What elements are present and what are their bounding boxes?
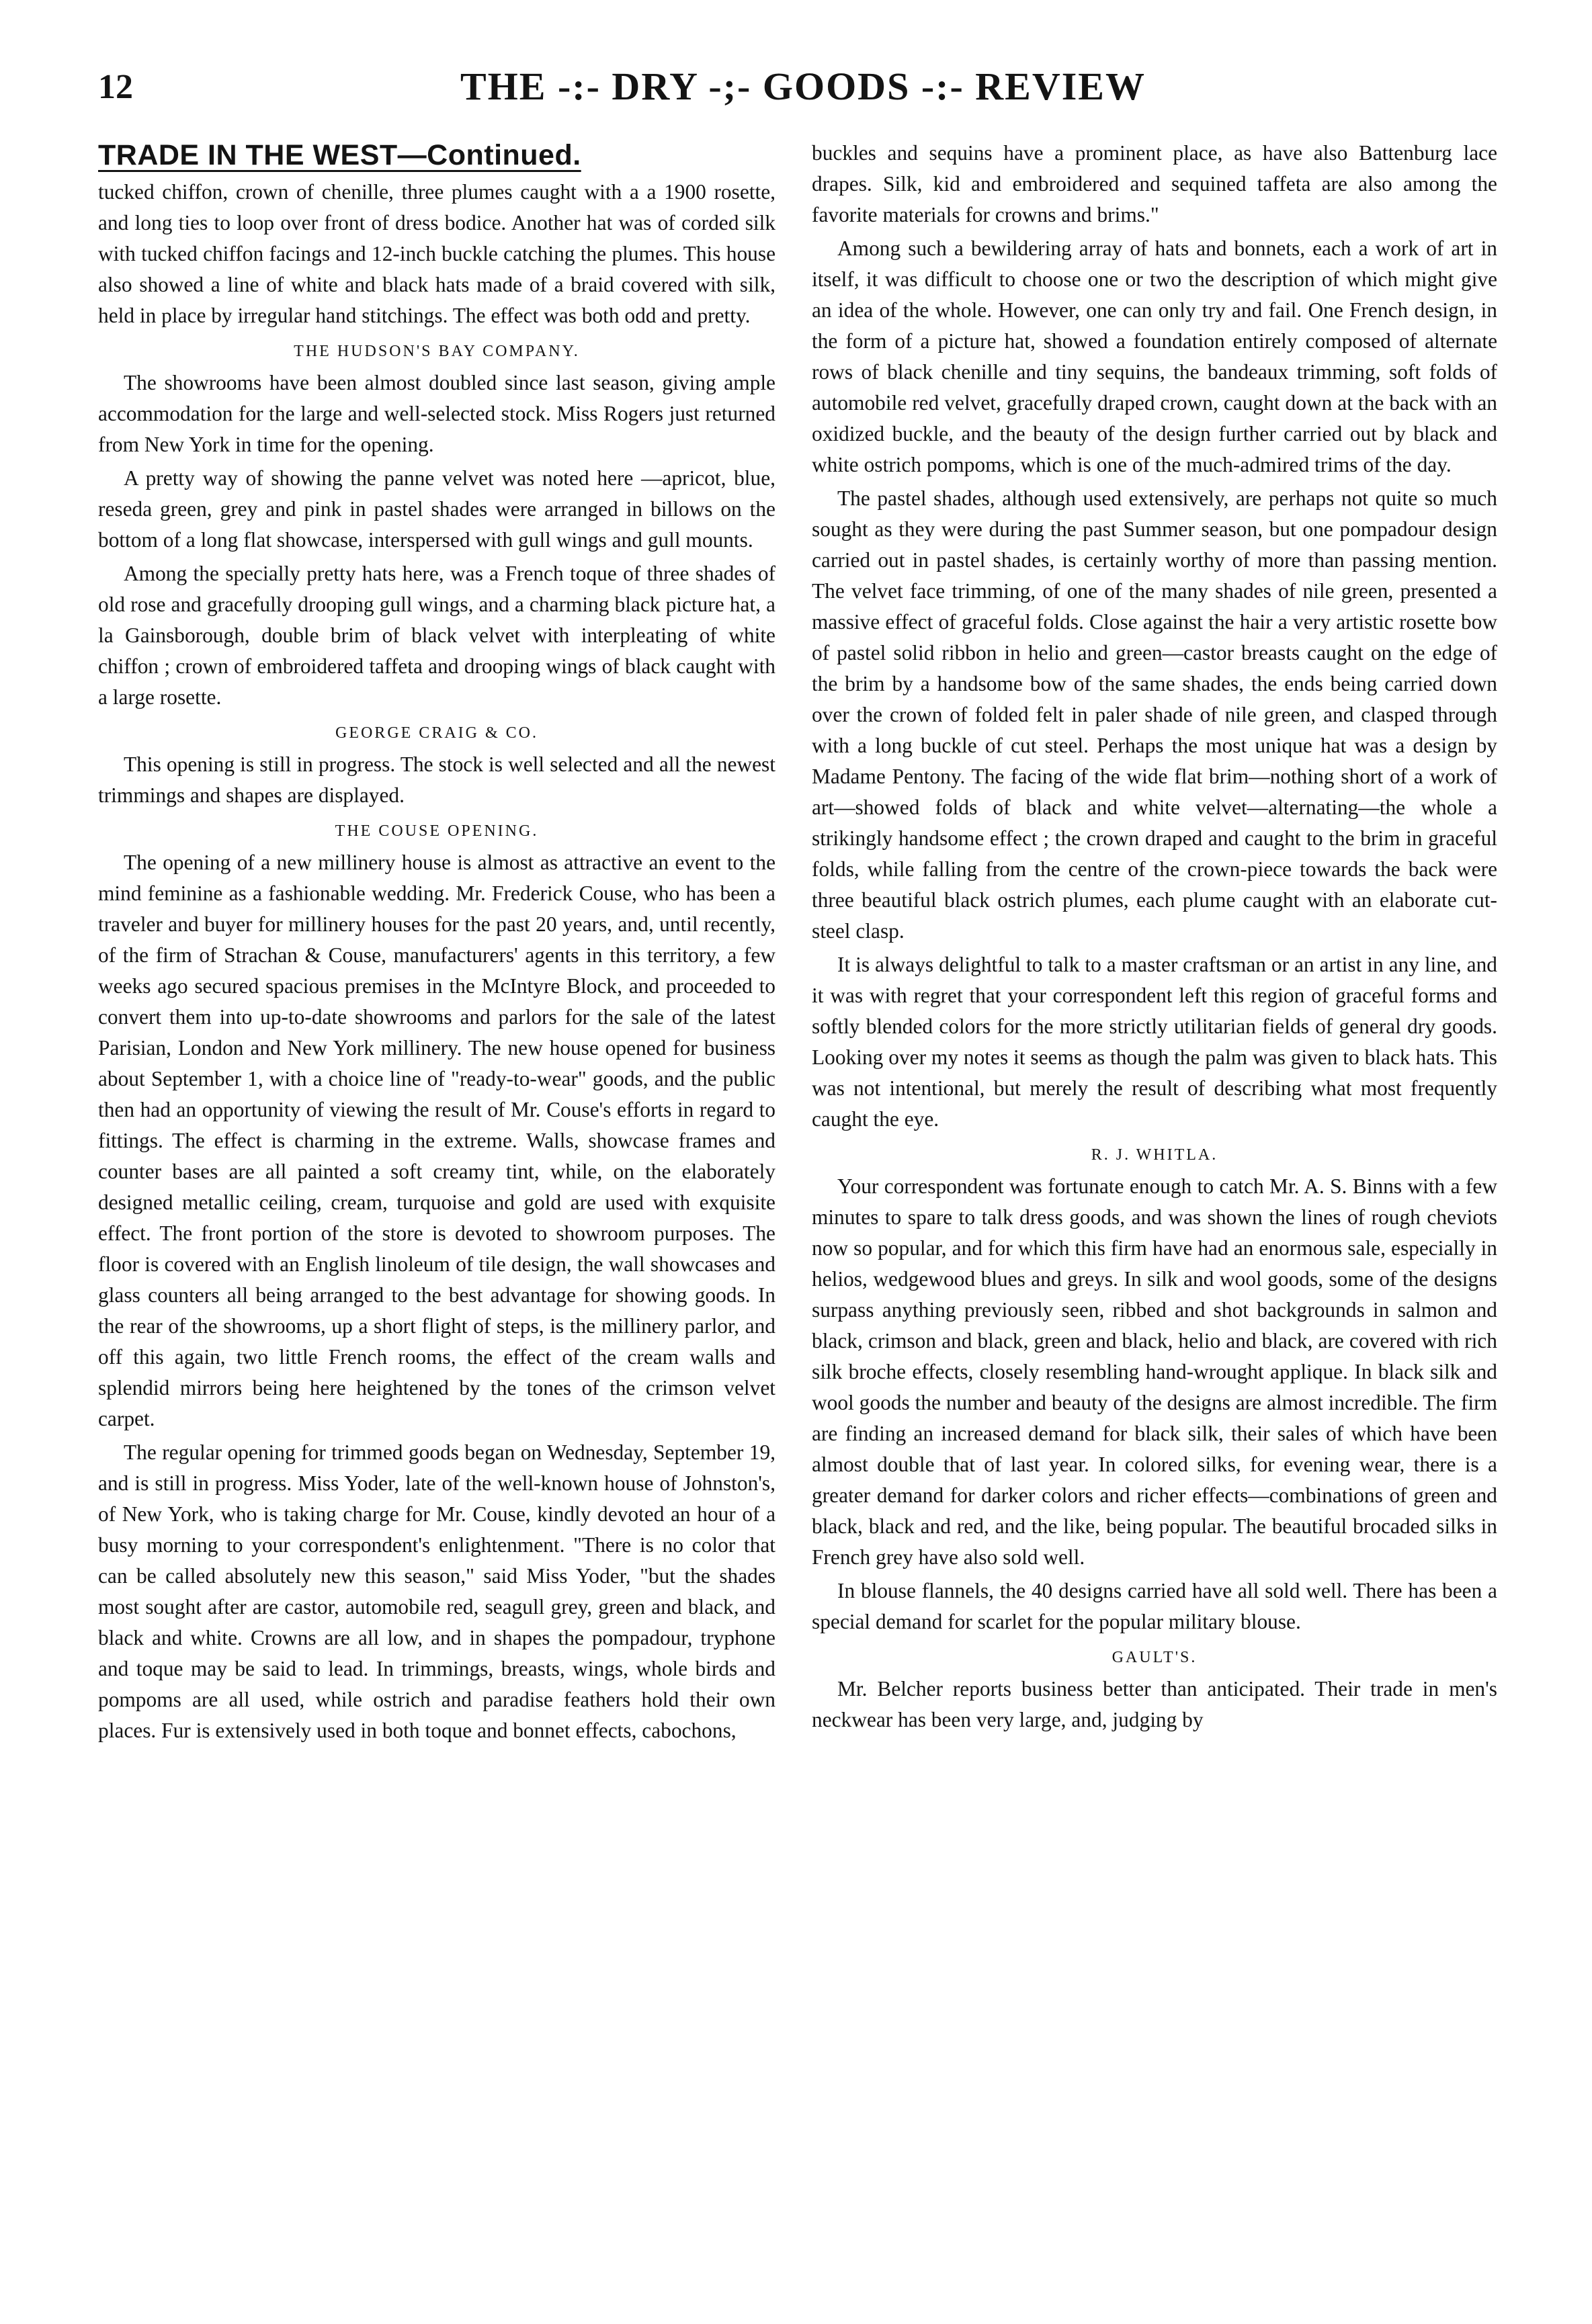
subheading-george-craig: GEORGE CRAIG & CO. [335,724,538,742]
masthead-title: THE -:- DRY -;- GOODS -:- REVIEW [460,64,1146,108]
paragraph: tucked chiffon, crown of chenille, three plumes caught with a a 1900 rosette, and long ties to loop over front of dress bodice. Another hat was of corded silk with tucked chiffon facings and 12-inch buckle catching the plumes. This house also showed a line of white and black hats made of a braid covered with silk, held in place by irregular hand stitchings. The effect was both odd and pretty. [98,180,776,327]
paragraph: Among the specially pretty hats here, was a French toque of three shades of old rose and gracefully drooping gull wings, and a charming black picture hat, a la Gainsborough, double brim of black velvet with interpleating of white chiffon ; crown of embroidered taffeta and drooping wings of black caught with a large rosette. [98,562,776,709]
section-heading: TRADE IN THE WEST—Continued. [98,139,581,171]
paragraph: In blouse flannels, the 40 designs carried have all sold well. There has been a special demand for scarlet for the popular military blouse. [812,1579,1497,1633]
paragraph: Among such a bewildering array of hats and bonnets, each a work of art in itself, it was difficult to choose one or two the description of which might give an idea of the whole. However, one can only try and fail. One French design, in the form of a picture hat, showed a foundation entirely composed of alternate rows of black chenille and tiny sequins, the bandeaux trimming, soft folds of automobile red velvet, gracefully draped crown, caught down at the back with an oxidized buckle, and the beauty of the design further carried out by black and white ostrich pompoms, which is one of the much-admired trims of the day. [812,236,1497,476]
left-column [98,138,776,2301]
subheading-couse-opening: THE COUSE OPENING. [335,822,539,840]
paragraph: buckles and sequins have a prominent place, as have also Battenburg lace drapes. Silk, kid and embroidered and sequined taffeta are also among the favorite materials for crowns and brims." [812,141,1497,226]
paragraph: Your correspondent was fortunate enough to catch Mr. A. S. Binns with a few minutes to spare to talk dress goods, and was shown the lines of rough cheviots now so popular, and for which this firm have had an enormous sale, especially in helios, wedgewood blues and greys. In silk and wool goods, some of the designs surpass anything previously seen, ribbed and shot backgrounds in salmon and black, crimson and black, green and black, helio and black, are covered with rich silk broche effects, closely resembling hand-wrought applique. In black silk and wool goods the number and beauty of the designs are almost incredible. The firm are finding an increased demand for black silk, their sales of which have been almost double that of last year. In colored silks, for evening wear, there is a greater demand for darker colors and richer effects—combinations of green and black, black and red, and the like, being popular. The beautiful brocaded silks in French grey have also sold well. [812,1174,1497,1569]
paragraph: The regular opening for trimmed goods began on Wednesday, September 19, and is still in progress. Miss Yoder, late of the well-known house of Johnston's, of New York, who is taking charge for Mr. Couse, kindly devoted an hour of a busy morning to your correspondent's enlightenment. "There is no color that can be called absolutely new this season," said Miss Yoder, "but the shades most sought after are castor, automobile red, seagull grey, green and black, and black and white. Crowns are all low, and in shapes the pompadour, tryphone and toque may be said to lead. In trimmings, breasts, wings, whole birds and pompoms are all used, while ostrich and paradise feathers hold their own places. Fur is extensively used in both toque and bonnet effects, cabochons, [98,1440,776,1742]
paragraph: The pastel shades, although used extensively, are perhaps not quite so much sought as they were during the past Summer season, but one pompadour design carried out in pastel shades, is certainly worthy of more than passing mention. The velvet face trimming, of one of the many shades of nile green, presented a massive effect of graceful folds. Close against the hair a very artistic rosette bow of pastel solid ribbon in helio and green—castor breasts caught on the edge of the brim by a handsome bow of the same shades, the ends being carried down over the crown of folded felt in paler shade of nile green, and clasped through with a long buckle of cut steel. Perhaps the most unique hat was a design by Madame Pentony. The facing of the wide flat brim—nothing short of a work of art—showed folds of black and white velvet—alternating—the whole a strikingly handsome effect ; the crown draped and caught to the brim in graceful folds, while falling from the centre of the crown-piece towards the back were three beautiful black ostrich plumes, each plume caught with an elaborate cut-steel clasp. [812,486,1497,943]
paragraph: A pretty way of showing the panne velvet was noted here —apricot, blue, reseda green, grey and pink in pastel shades were arranged in billows on the bottom of a long flat showcase, interspersed with gull wings and gull mounts. [98,466,776,552]
paragraph: This opening is still in progress. The stock is well selected and all the newest trimmings and shapes are displayed. [98,752,776,807]
paragraph: It is always delightful to talk to a master craftsman or an artist in any line, and it was with regret that your correspondent left this region of graceful forms and softly blended colors for the more strictly utilitarian fields of general dry goods. Looking over my notes it seems as though the palm was given to black hats. This was not intentional, but merely the result of describing what most frequently caught the eye. [812,953,1497,1131]
paragraph: The opening of a new millinery house is almost as attractive an event to the mind feminine as a fashionable wedding. Mr. Frederick Couse, who has been a traveler and buyer for millinery houses for the past 20 years, and, until recently, of the firm of Strachan & Couse, manufacturers' agents in this territory, a few weeks ago secured spacious premises in the McIntyre Block, and proceeded to convert them into up-to-date showrooms and parlors for the sale of the latest Parisian, London and New York millinery. The new house opened for business about September 1, with a choice line of "ready-to-wear" goods, and the public then had an opportunity of viewing the result of Mr. Couse's efforts in regard to fittings. The effect is charming in the extreme. Walls, showcase frames and counter bases are all painted a soft creamy tint, while, on the elaborately designed metallic ceiling, cream, turquoise and gold are used with exquisite effect. The front portion of the store is devoted to showroom purposes. The floor is covered with an English linoleum of tile design, the wall showcases and glass counters all being arranged to the best advantage for showing goods. In the rear of the showrooms, up a short flight of steps, is the millinery parlor, and off this again, two little French rooms, the effect of the cream walls and splendid mirrors being here heightened by the tones of the crimson velvet carpet. [98,851,776,1430]
paragraph: The showrooms have been almost doubled since last season, giving ample accommodation for the large and well-selected stock. Miss Rogers just returned from New York in time for the opening. [98,371,776,456]
subheading-hudsons-bay: THE HUDSON'S BAY COMPANY. [294,343,580,360]
paragraph: Mr. Belcher reports business better than anticipated. Their trade in men's neckwear has been very large, and, judging by [812,1677,1497,1731]
right-column [812,138,1497,2301]
subheading-gaults: GAULT'S. [1112,1649,1198,1666]
subheading-whitla: R. J. WHITLA. [1091,1146,1218,1164]
page-number: 12 [98,68,133,106]
